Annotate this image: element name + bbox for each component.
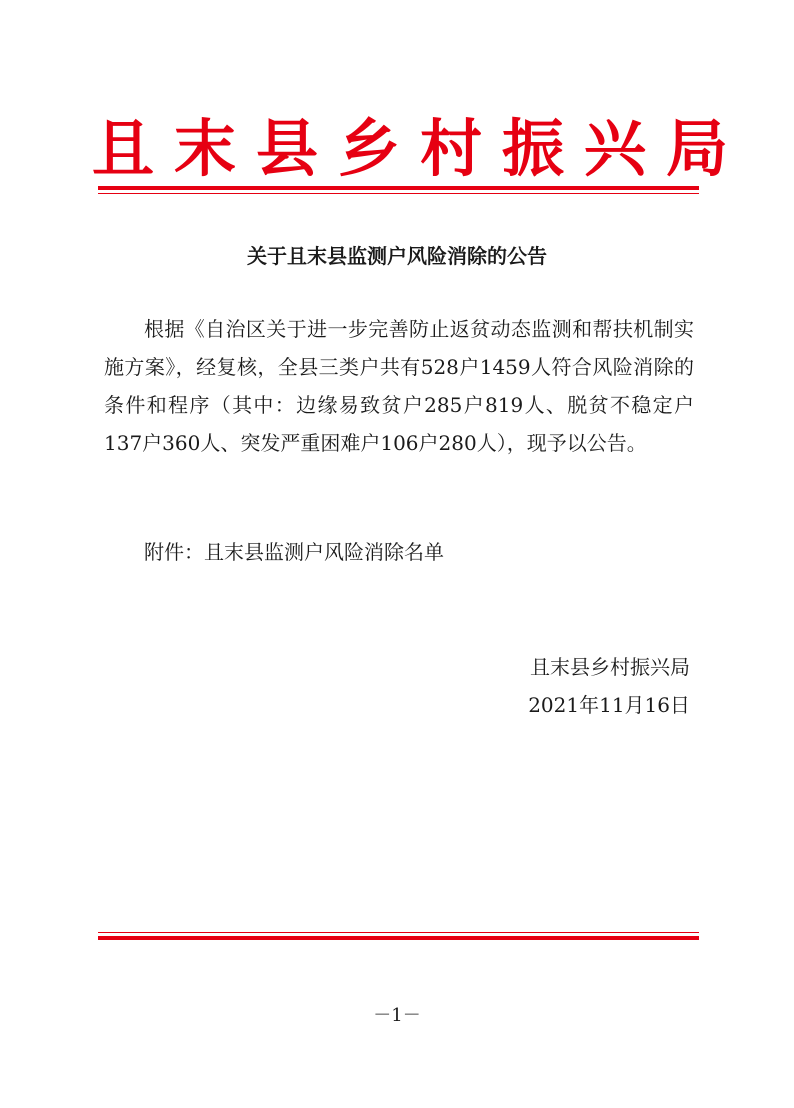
organization-header: 且末县乡村振兴局 (92, 112, 749, 185)
document-title: 关于且末县监测户风险消除的公告 (247, 244, 547, 268)
footer-red-rule-thin (98, 932, 699, 933)
attachment-note: 附件：且末县监测户风险消除名单 (144, 540, 444, 564)
issue-date: 2021年11月16日 (528, 693, 690, 717)
footer-red-rule-thick (98, 936, 699, 940)
header-red-rule-thin (98, 193, 699, 194)
signature-block (528, 648, 690, 724)
page-number: －1－ (373, 1005, 421, 1026)
issuer-name: 且末县乡村振兴局 (530, 655, 690, 679)
header-red-rule-thick (98, 186, 699, 190)
document-body: 根据《自治区关于进一步完善防止返贫动态监测和帮扶机制实施方案》，经复核，全县三类户共有528户1459人符合风险消除的条件和程序（其中：边缘易致贫户285户819人、脱贫不稳定户137户360人、突发严重困难户106户280人），现予以公告。 (104, 317, 694, 455)
